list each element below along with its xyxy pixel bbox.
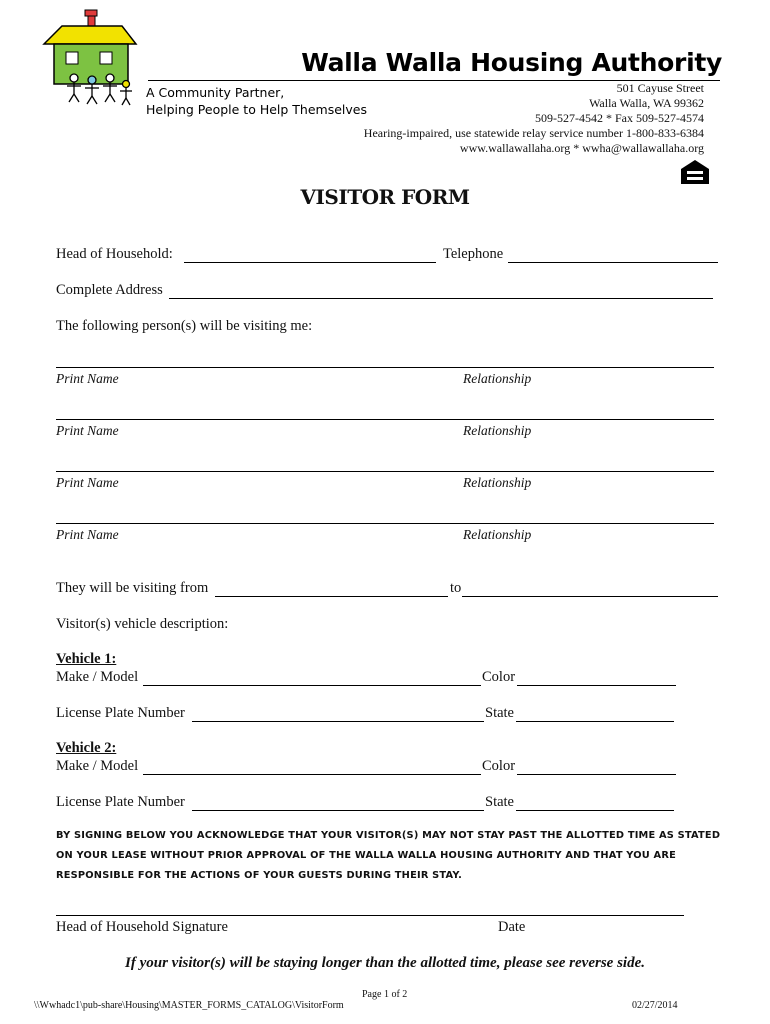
file-path: \\Wwhadc1\pub-share\Housing\MASTER_FORMS_CATALOG\VisitorForm <box>34 1000 344 1011</box>
vehicle-1-color-field[interactable] <box>517 685 676 686</box>
vehicle-1-state-label: State <box>485 705 514 721</box>
vehicle-1-state-field[interactable] <box>516 721 674 722</box>
vehicle-2-color-label: Color <box>482 758 516 774</box>
head-of-household-label: Head of Household: <box>56 246 173 262</box>
vehicle-2-make-field[interactable] <box>143 774 481 775</box>
notice-line-3: RESPONSIBLE FOR THE ACTIONS OF YOUR GUESTS DURING THEIR STAY. <box>56 870 462 881</box>
web-email: www.wallawallaha.org * wwha@wallawallaha.org <box>459 141 704 155</box>
visitor-1-field[interactable] <box>56 367 714 368</box>
vehicle-2-state-label: State <box>485 794 514 810</box>
tagline-line-2: Helping People to Help Themselves <box>146 102 367 117</box>
notice-line-1: BY SIGNING BELOW YOU ACKNOWLEDGE THAT YOUR VISITOR(S) MAY NOT STAY PAST THE ALLOTTED TIME AS STATED <box>56 830 721 841</box>
reverse-side-note: If your visitor(s) will be staying longer than the allotted time, please see reverse side. <box>125 955 645 971</box>
vehicle-1-color-label: Color <box>482 669 516 685</box>
signature-field[interactable] <box>56 915 684 916</box>
vehicle-2-make-label: Make / Model <box>56 758 139 774</box>
visiting-intro: The following person(s) will be visiting me: <box>56 318 313 334</box>
signature-date-label: Date <box>498 919 526 935</box>
acknowledgement-notice <box>56 826 721 886</box>
visitor-4-relationship-hint: Relationship <box>463 527 532 542</box>
housing-authority-logo <box>40 8 140 108</box>
form-title: VISITOR FORM <box>300 185 470 209</box>
relay-service: Hearing-impaired, use statewide relay service number 1-800-833-6384 <box>363 126 704 140</box>
head-of-household-field[interactable] <box>184 262 436 263</box>
telephone-field[interactable] <box>508 262 718 263</box>
city-state-zip: Walla Walla, WA 99362 <box>589 96 704 110</box>
street-address: 501 Cayuse Street <box>616 81 704 95</box>
visitor-1-relationship-hint: Relationship <box>463 371 532 386</box>
vehicle-1-make-field[interactable] <box>143 685 481 686</box>
vehicle-1-plate-field[interactable] <box>192 721 484 722</box>
contact-block <box>364 81 704 156</box>
signature-label: Head of Household Signature <box>56 919 228 935</box>
visiting-to-label: to <box>450 580 462 596</box>
visitor-3-relationship-hint: Relationship <box>463 475 532 490</box>
complete-address-field[interactable] <box>169 298 713 299</box>
visitor-3-field[interactable] <box>56 471 714 472</box>
visitor-4-field[interactable] <box>56 523 714 524</box>
vehicle-1-heading: Vehicle 1: <box>56 651 117 667</box>
tagline-line-1: A Community Partner, <box>146 85 285 100</box>
visitor-1-name-hint: Print Name <box>56 371 119 386</box>
vehicle-2-state-field[interactable] <box>516 810 674 811</box>
vehicle-2-plate-field[interactable] <box>192 810 484 811</box>
vehicle-2-plate-label: License Plate Number <box>56 794 185 810</box>
visitor-2-name-hint: Print Name <box>56 423 119 438</box>
org-name: Walla Walla Housing Authority <box>301 48 722 77</box>
visiting-to-field[interactable] <box>462 596 718 597</box>
page-number: Page 1 of 2 <box>362 989 408 1000</box>
visiting-from-label: They will be visiting from <box>56 580 209 596</box>
vehicle-1-plate-label: License Plate Number <box>56 705 185 721</box>
vehicle-2-heading: Vehicle 2: <box>56 740 117 756</box>
visitor-4-name-hint: Print Name <box>56 527 119 542</box>
notice-line-2: ON YOUR LEASE WITHOUT PRIOR APPROVAL OF THE WALLA WALLA HOUSING AUTHORITY AND THAT YOU ARE <box>56 850 676 861</box>
phone-fax: 509-527-4542 * Fax 509-527-4574 <box>535 111 704 125</box>
equal-housing-icon <box>680 159 710 185</box>
vehicle-2-color-field[interactable] <box>517 774 676 775</box>
vehicle-1-make-label: Make / Model <box>56 669 139 685</box>
tagline <box>146 84 367 118</box>
visiting-from-field[interactable] <box>215 596 448 597</box>
complete-address-label: Complete Address <box>56 282 163 298</box>
visitor-2-relationship-hint: Relationship <box>463 423 532 438</box>
visitor-3-name-hint: Print Name <box>56 475 119 490</box>
telephone-label: Telephone <box>443 246 504 262</box>
footer-date: 02/27/2014 <box>632 1000 678 1011</box>
visitor-2-field[interactable] <box>56 419 714 420</box>
vehicle-description-label: Visitor(s) vehicle description: <box>56 616 229 632</box>
